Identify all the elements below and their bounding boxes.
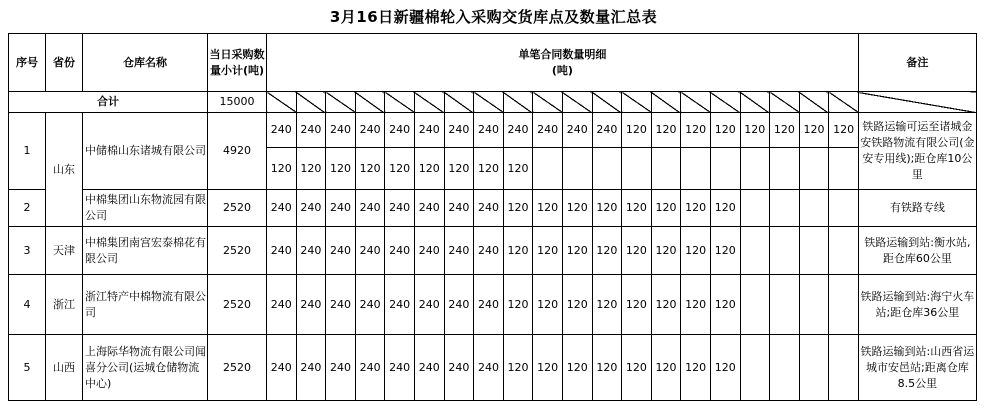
table-row <box>9 113 977 148</box>
header-subtotal: 当日采购数量小计(吨) <box>208 34 267 92</box>
contract-cell: 120 <box>710 335 740 401</box>
contract-cell: 240 <box>355 190 385 227</box>
row-subtotal: 4920 <box>208 113 267 190</box>
empty-cell <box>681 92 711 113</box>
empty-cell <box>592 92 622 113</box>
contract-cell: 120 <box>562 335 592 401</box>
total-value: 15000 <box>208 92 267 113</box>
table-row <box>9 227 977 275</box>
row-seq: 4 <box>9 275 46 335</box>
empty-cell <box>326 92 356 113</box>
contract-cell: 120 <box>355 148 385 190</box>
contract-cell: 120 <box>562 190 592 227</box>
contract-cell: 240 <box>326 190 356 227</box>
empty-cell <box>799 335 829 401</box>
contract-cell: 240 <box>562 113 592 148</box>
contract-cell: 240 <box>385 227 415 275</box>
contract-cell: 120 <box>651 190 681 227</box>
contract-cell: 240 <box>326 113 356 148</box>
contract-cell: 240 <box>355 275 385 335</box>
empty-cell <box>651 92 681 113</box>
contract-cell: 120 <box>740 113 770 148</box>
header-seq: 序号 <box>9 34 46 92</box>
contract-cell: 120 <box>622 275 652 335</box>
empty-cell <box>562 92 592 113</box>
empty-cell <box>799 148 829 190</box>
empty-cell <box>829 227 859 275</box>
header-row <box>9 34 977 92</box>
contract-cell: 120 <box>829 113 859 148</box>
contract-cell: 120 <box>799 113 829 148</box>
empty-cell <box>267 92 297 113</box>
empty-cell <box>533 92 563 113</box>
contract-cell: 240 <box>385 275 415 335</box>
empty-cell <box>562 148 592 190</box>
empty-cell <box>799 92 829 113</box>
contract-cell: 120 <box>651 275 681 335</box>
contract-cell: 240 <box>592 113 622 148</box>
empty-cell <box>503 92 533 113</box>
table-row <box>9 190 977 227</box>
contract-cell: 120 <box>533 227 563 275</box>
page-title: 3月16日新疆棉轮入采购交货库点及数量汇总表 <box>329 8 658 26</box>
contract-cell: 240 <box>355 227 385 275</box>
empty-cell <box>829 92 859 113</box>
contract-cell: 120 <box>651 113 681 148</box>
empty-cell <box>622 92 652 113</box>
contract-cell: 240 <box>267 113 297 148</box>
contract-cell: 120 <box>622 190 652 227</box>
contract-cell: 240 <box>267 190 297 227</box>
row-seq: 1 <box>9 113 46 190</box>
contract-cell: 120 <box>710 113 740 148</box>
empty-cell <box>710 148 740 190</box>
empty-cell <box>829 148 859 190</box>
contract-cell: 120 <box>414 148 444 190</box>
empty-cell <box>740 148 770 190</box>
contract-cell: 240 <box>385 335 415 401</box>
empty-cell <box>681 148 711 190</box>
contract-cell: 120 <box>474 148 504 190</box>
empty-cell <box>770 148 800 190</box>
contract-cell: 240 <box>414 113 444 148</box>
row-warehouse: 中储棉山东诸城有限公司 <box>83 113 208 190</box>
header-province: 省份 <box>46 34 83 92</box>
empty-cell <box>710 92 740 113</box>
contract-cell: 120 <box>533 335 563 401</box>
contract-cell: 120 <box>503 227 533 275</box>
empty-cell <box>651 148 681 190</box>
contract-cell: 240 <box>326 227 356 275</box>
contract-cell: 120 <box>267 148 297 190</box>
contract-cell: 120 <box>592 227 622 275</box>
total-label: 合计 <box>9 92 208 113</box>
contract-cell: 120 <box>622 113 652 148</box>
empty-cell <box>858 92 976 113</box>
contract-cell: 240 <box>296 113 326 148</box>
contract-cell: 120 <box>533 275 563 335</box>
contract-cell: 120 <box>503 335 533 401</box>
empty-cell <box>533 148 563 190</box>
contract-cell: 120 <box>681 113 711 148</box>
header-detail-label: 单笔合同数量明细 <box>518 47 607 61</box>
contract-cell: 120 <box>326 148 356 190</box>
contract-cell: 120 <box>681 190 711 227</box>
row-remark: 铁路运输可运至诸城金安铁路物流有限公司(金安专用线);距仓库10公里 <box>858 113 976 190</box>
empty-cell <box>474 92 504 113</box>
header-warehouse: 仓库名称 <box>83 34 208 92</box>
contract-cell: 240 <box>414 335 444 401</box>
row-remark: 铁路运输到站:山西省运城市安邑站;距离仓库8.5公里 <box>858 335 976 401</box>
empty-cell <box>622 148 652 190</box>
row-seq: 3 <box>9 227 46 275</box>
contract-cell: 240 <box>444 227 474 275</box>
contract-cell: 120 <box>622 335 652 401</box>
empty-cell <box>770 275 800 335</box>
empty-cell <box>740 190 770 227</box>
empty-cell <box>740 92 770 113</box>
contract-cell: 240 <box>444 335 474 401</box>
contract-cell: 120 <box>710 227 740 275</box>
contract-cell: 240 <box>385 113 415 148</box>
contract-cell: 240 <box>444 113 474 148</box>
empty-cell <box>829 190 859 227</box>
empty-cell <box>799 275 829 335</box>
contract-cell: 240 <box>474 335 504 401</box>
header-contract-detail <box>267 34 859 92</box>
contract-cell: 240 <box>474 113 504 148</box>
total-row <box>9 92 977 113</box>
empty-cell <box>592 148 622 190</box>
contract-cell: 120 <box>503 190 533 227</box>
empty-cell <box>414 92 444 113</box>
contract-cell: 120 <box>710 190 740 227</box>
contract-cell: 240 <box>474 227 504 275</box>
row-province: 山西 <box>46 335 83 401</box>
empty-cell <box>444 92 474 113</box>
empty-cell <box>799 227 829 275</box>
contract-cell: 120 <box>562 275 592 335</box>
row-seq: 5 <box>9 335 46 401</box>
empty-cell <box>799 190 829 227</box>
contract-cell: 120 <box>385 148 415 190</box>
contract-cell: 120 <box>592 275 622 335</box>
contract-cell: 120 <box>681 335 711 401</box>
row-subtotal: 2520 <box>208 190 267 227</box>
empty-cell <box>770 190 800 227</box>
contract-cell: 240 <box>267 275 297 335</box>
contract-cell: 240 <box>503 113 533 148</box>
contract-cell: 120 <box>296 148 326 190</box>
empty-cell <box>385 92 415 113</box>
row-province: 山东 <box>46 113 83 227</box>
row-remark: 铁路运输到站:衡水站,距仓库60公里 <box>858 227 976 275</box>
row-subtotal: 2520 <box>208 335 267 401</box>
header-remark: 备注 <box>858 34 976 92</box>
contract-cell: 240 <box>474 275 504 335</box>
contract-cell: 120 <box>622 227 652 275</box>
row-warehouse: 上海际华物流有限公司闻喜分公司(运城仓储物流中心) <box>83 335 208 401</box>
contract-cell: 240 <box>296 275 326 335</box>
empty-cell <box>740 275 770 335</box>
row-remark: 有铁路专线 <box>858 190 976 227</box>
contract-cell: 240 <box>414 227 444 275</box>
table-row <box>9 335 977 401</box>
contract-cell: 240 <box>296 335 326 401</box>
empty-cell <box>296 92 326 113</box>
contract-cell: 120 <box>503 275 533 335</box>
row-warehouse: 中棉集团南宫宏泰棉花有限公司 <box>83 227 208 275</box>
empty-cell <box>829 335 859 401</box>
contract-cell: 120 <box>592 335 622 401</box>
row-remark: 铁路运输到站:海宁火车站;距仓库36公里 <box>858 275 976 335</box>
contract-cell: 120 <box>533 190 563 227</box>
contract-cell: 240 <box>385 190 415 227</box>
contract-cell: 240 <box>296 227 326 275</box>
table-row <box>9 275 977 335</box>
row-province: 浙江 <box>46 275 83 335</box>
contract-cell: 240 <box>414 190 444 227</box>
row-subtotal: 2520 <box>208 275 267 335</box>
summary-table <box>8 33 977 401</box>
contract-cell: 120 <box>651 335 681 401</box>
row-warehouse: 中棉集团山东物流园有限公司 <box>83 190 208 227</box>
empty-cell <box>770 335 800 401</box>
row-subtotal: 2520 <box>208 227 267 275</box>
contract-cell: 240 <box>267 335 297 401</box>
contract-cell: 240 <box>355 113 385 148</box>
row-warehouse: 浙江特产中棉物流有限公司 <box>83 275 208 335</box>
contract-cell: 120 <box>503 148 533 190</box>
empty-cell <box>740 227 770 275</box>
empty-cell <box>740 335 770 401</box>
empty-cell <box>829 275 859 335</box>
contract-cell: 240 <box>355 335 385 401</box>
row-province: 天津 <box>46 227 83 275</box>
header-detail-unit: (吨) <box>551 63 573 77</box>
contract-cell: 240 <box>533 113 563 148</box>
contract-cell: 240 <box>444 275 474 335</box>
empty-cell <box>770 92 800 113</box>
contract-cell: 120 <box>592 190 622 227</box>
contract-cell: 240 <box>326 275 356 335</box>
contract-cell: 120 <box>681 275 711 335</box>
contract-cell: 240 <box>414 275 444 335</box>
contract-cell: 120 <box>444 148 474 190</box>
contract-cell: 120 <box>651 227 681 275</box>
contract-cell: 120 <box>681 227 711 275</box>
contract-cell: 240 <box>267 227 297 275</box>
row-seq: 2 <box>9 190 46 227</box>
contract-cell: 240 <box>444 190 474 227</box>
contract-cell: 120 <box>770 113 800 148</box>
contract-cell: 240 <box>326 335 356 401</box>
empty-cell <box>355 92 385 113</box>
empty-cell <box>770 227 800 275</box>
contract-cell: 240 <box>296 190 326 227</box>
contract-cell: 240 <box>474 190 504 227</box>
contract-cell: 120 <box>710 275 740 335</box>
contract-cell: 120 <box>562 227 592 275</box>
